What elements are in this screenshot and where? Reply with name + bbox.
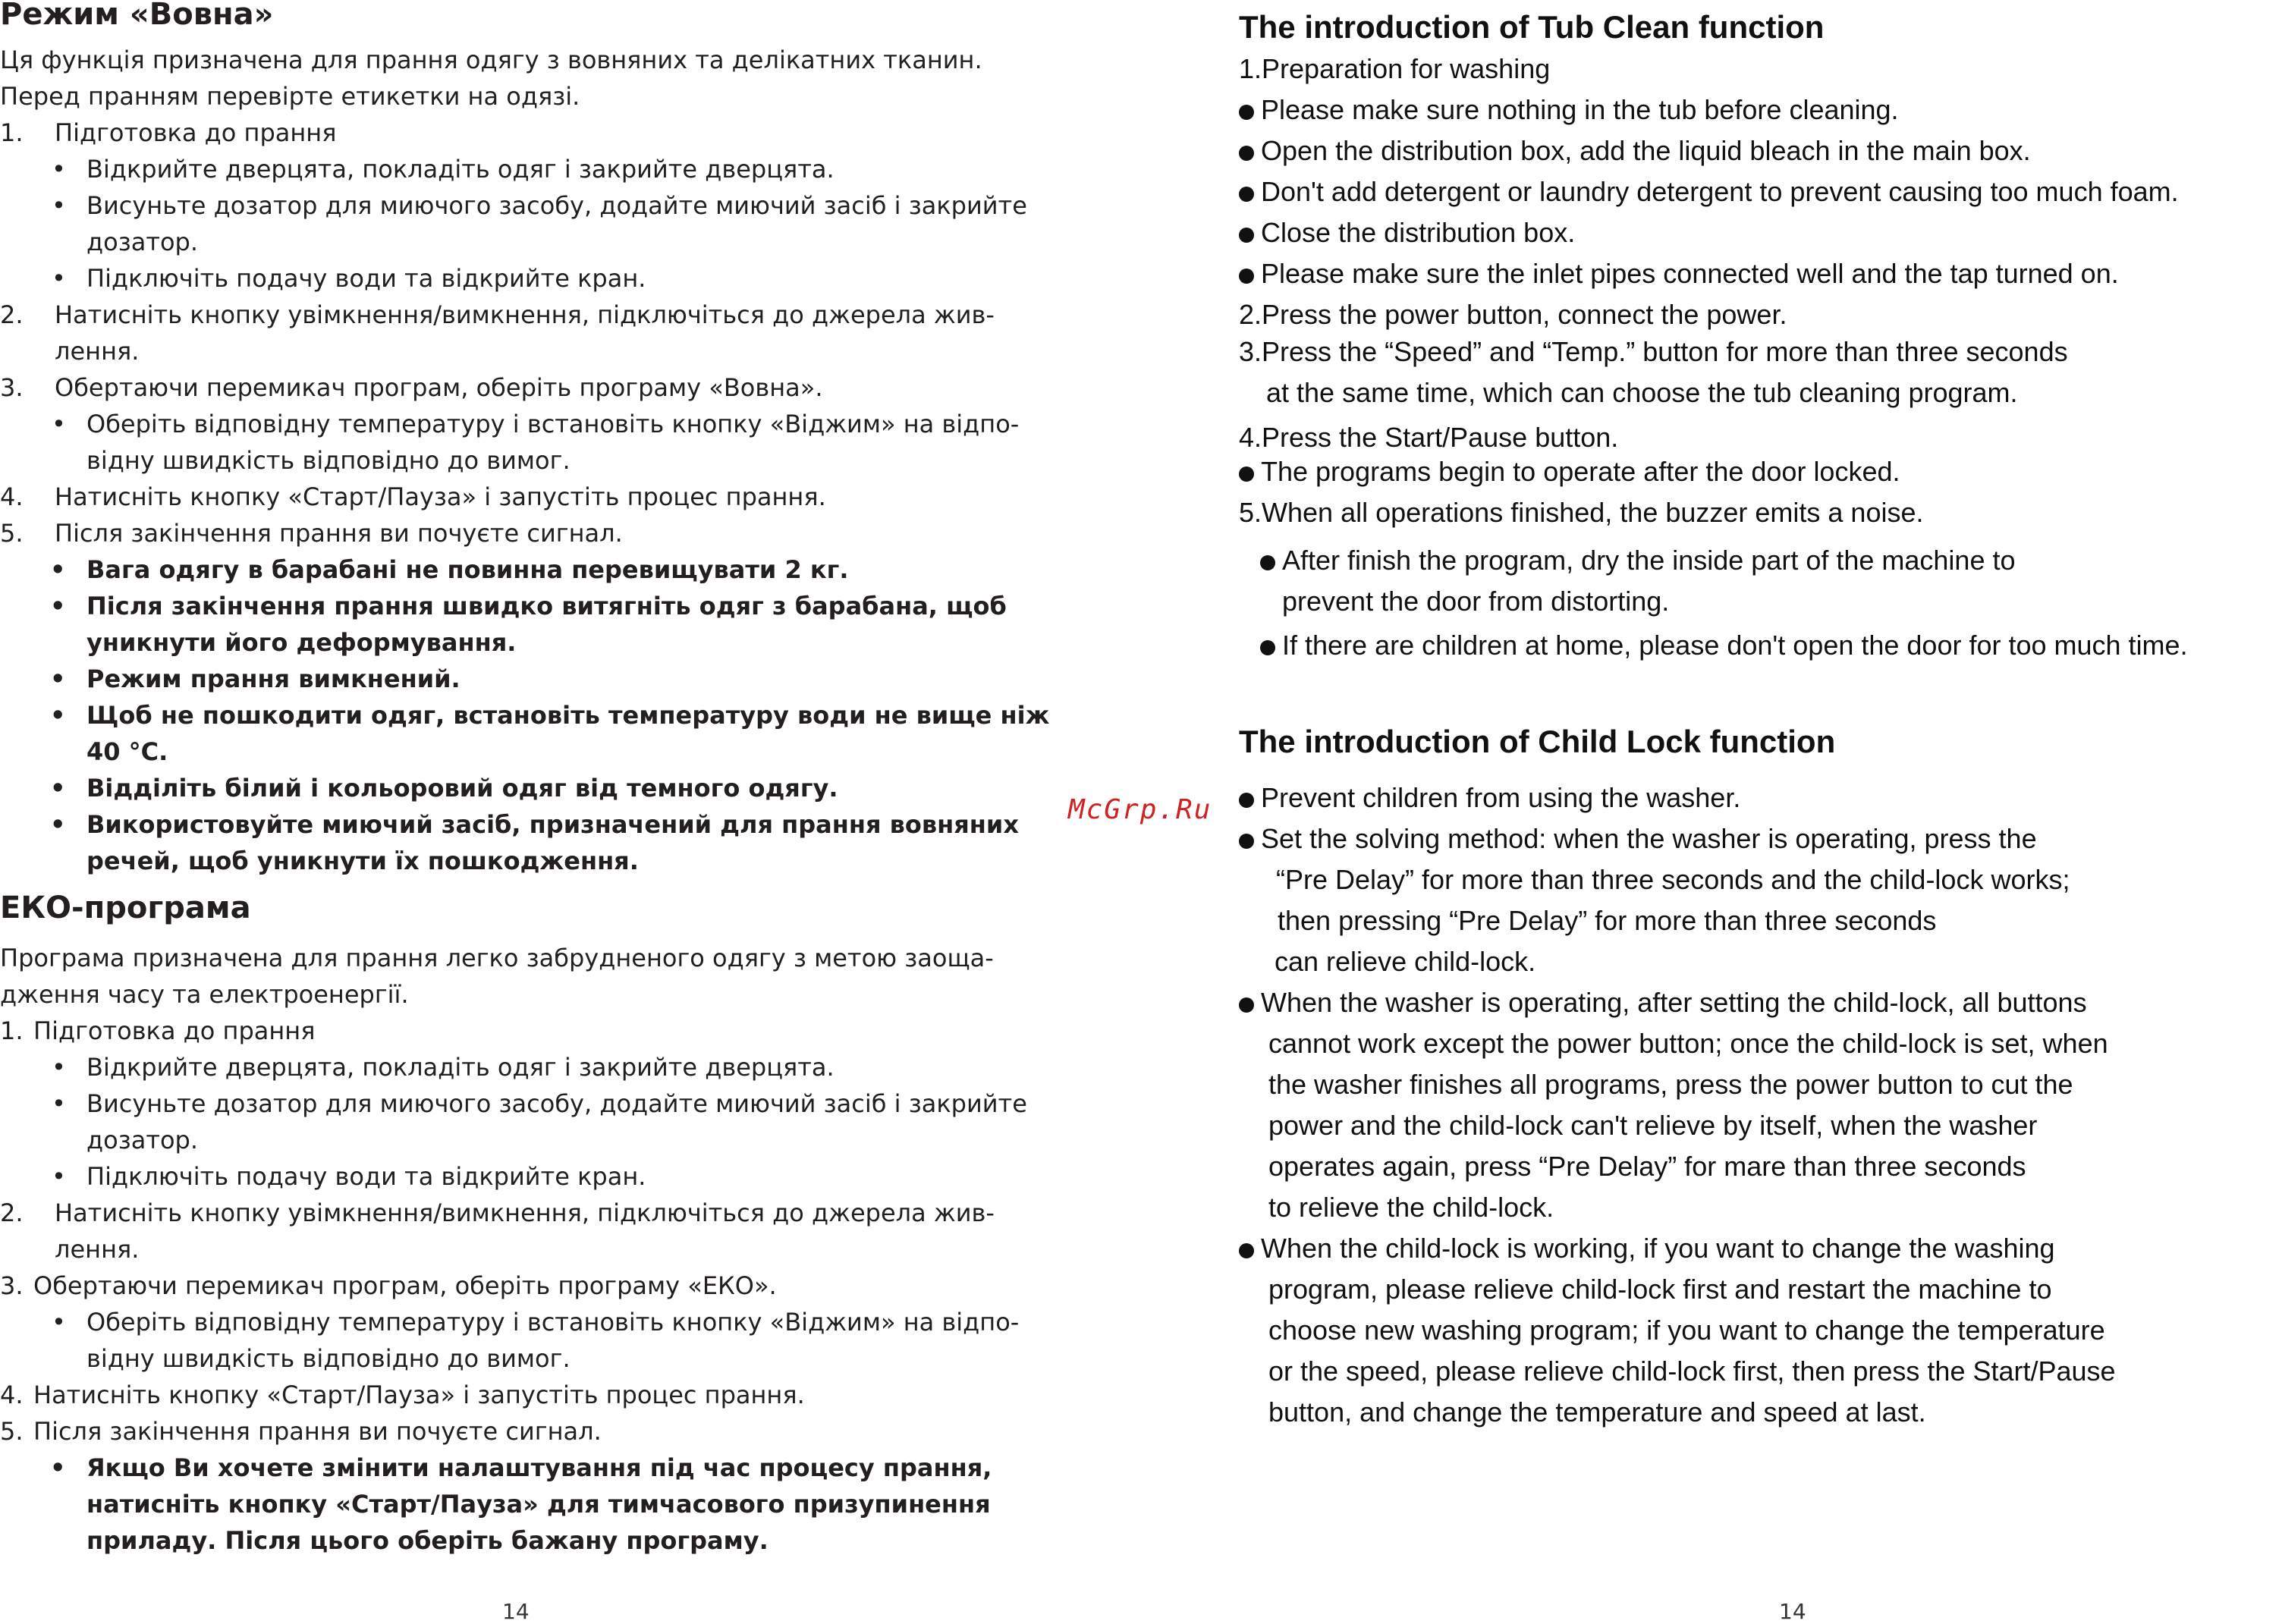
tub-bullet-text: Don't add detergent or laundry detergent to prevent causing too much foam. [1261,176,2179,207]
tub-bullet [1239,456,1900,488]
tub-bullet [1239,94,1899,126]
step-text: Обертаючи перемикач програм, оберіть програму «ЕКО». [33,1271,777,1300]
tub-step-cont: at the same time, which can choose the tub cleaning program. [1266,377,2018,408]
step-number: 5. [0,519,24,548]
bullet-dot-icon [1260,640,1275,655]
bullet: • [50,664,66,693]
child-text-cont: the washer finishes all programs, press the power button to cut the [1268,1069,2073,1100]
bullet-text: Оберіть відповідну температуру і встановіть кнопку «Віджим» на відпо- [86,410,1020,438]
step-text: Натисніть кнопку увімкнення/вимкнення, підключіться до джерела жив- [55,1198,995,1227]
tub-bullet-text: The programs begin to operate after the door locked. [1261,456,1900,487]
bullet: • [52,410,66,438]
step-number: 1. [0,118,24,147]
step-text: Натисніть кнопку «Старт/Пауза» і запустіть процес прання. [33,1381,805,1409]
step-text: Підготовка до прання [33,1016,316,1045]
bullet-dot-icon [1239,269,1254,284]
tub-step: 3.Press the “Speed” and “Temp.” button for more than three seconds [1239,336,2068,367]
note-text-cont: уникнути його деформування. [86,628,517,657]
tub-bullet [1239,217,1575,249]
child-bullet-text: Prevent children from using the washer. [1261,782,1741,813]
bullet-dot-icon [1239,105,1254,120]
step-text-cont: лення. [55,1235,140,1264]
note-text-cont: натисніть кнопку «Старт/Пауза» для тимчасового призупинення [86,1490,991,1519]
step-text: Після закінчення прання ви почуєте сигнал. [33,1417,602,1446]
step-text: Натисніть кнопку увімкнення/вимкнення, підключіться до джерела жив- [55,300,995,329]
bullet: • [50,810,66,839]
bullet: • [50,592,66,620]
bullet-text: Відкрийте дверцята, покладіть одяг і закрийте дверцята. [86,1053,835,1082]
bullet: • [50,774,66,803]
child-bullet [1239,823,2037,855]
child-text-cont: “Pre Delay” for more than three seconds and the child-lock works; [1276,864,2070,895]
step-number: 1. [0,1016,24,1045]
step-text: Після закінчення прання ви почуєте сигнал. [55,519,623,548]
child-text-cont: program, please relieve child-lock first and restart the machine to [1268,1274,2052,1305]
bullet-dot-icon [1239,793,1254,808]
note-text-cont: 40 °C. [86,737,168,766]
child-text-cont: button, and change the temperature and speed at last. [1268,1396,1926,1428]
note-text: Вага одягу в барабані не повинна перевищувати 2 кг. [86,555,849,584]
child-bullet [1239,987,2087,1019]
child-text-cont: can relieve child-lock. [1275,946,1536,977]
step-text-cont: лення. [55,337,140,366]
step-number: 5. [0,1417,24,1446]
bullet-dot-icon [1239,466,1254,482]
tub-step: 4.Press the Start/Pause button. [1239,422,1619,453]
tub-bullet-cont: prevent the door from distorting. [1282,586,1670,617]
bullet-text-cont: дозатор. [86,228,199,256]
child-bullet-text: When the child-lock is working, if you want to change the washing [1261,1233,2055,1264]
bullet-dot-icon [1239,228,1254,243]
bullet: • [52,1308,66,1337]
step-number: 3. [0,373,24,402]
bullet-dot-icon [1239,1243,1254,1258]
child-text-cont: choose new washing program; if you want to change the temperature [1268,1315,2105,1346]
note-text: Щоб не пошкодити одяг, встановіть температуру води не вище ніж [86,701,1050,730]
bullet-text: Підключіть подачу води та відкрийте кран. [86,264,646,293]
child-text-cont: operates again, press “Pre Delay” for mare than three seconds [1268,1151,2026,1182]
bullet-text: Висуньте дозатор для миючого засобу, додайте миючий засіб і закрийте [86,1089,1027,1118]
tub-bullet-text: If there are children at home, please don't open the door for too much time. [1282,630,2188,661]
tub-bullet [1239,135,2031,167]
child-bullet-text: Set the solving method: when the washer is operating, press the [1261,823,2037,854]
step-text: Обертаючи перемикач програм, оберіть програму «Вовна». [55,373,823,402]
note-text-cont: речей, щоб уникнути їх пошкодження. [86,847,639,875]
bullet-dot-icon [1260,555,1275,570]
tub-step: 2.Press the power button, connect the power. [1239,299,1787,330]
eco-title: ЕКО-програма [0,891,251,925]
tub-bullet-text: Open the distribution box, add the liquid bleach in the main box. [1261,135,2031,166]
bullet: • [50,555,66,584]
bullet-dot-icon [1239,834,1254,849]
page-number-left: 14 [502,1599,530,1624]
page-number-right: 14 [1779,1599,1806,1624]
bullet-text: Відкрийте дверцята, покладіть одяг і закрийте дверцята. [86,155,835,184]
tub-bullet-text: Please make sure the inlet pipes connected well and the tap turned on. [1261,258,2119,289]
note-text: Використовуйте миючий засіб, призначений для прання вовняних [86,810,1019,839]
tub-step: 1.Preparation for washing [1239,53,1551,84]
step-number: 4. [0,482,24,511]
note-text: Якщо Ви хочете змінити налаштування під час процесу прання, [86,1453,992,1482]
bullet-dot-icon [1239,997,1254,1013]
watermark: McGrp.Ru [1068,794,1212,825]
step-text: Підготовка до прання [55,118,337,147]
tub-bullet [1239,176,2179,208]
note-text: Після закінчення прання швидко витягніть одяг з барабана, щоб [86,592,1007,620]
tub-bullet [1239,258,2119,290]
step-text: Натисніть кнопку «Старт/Пауза» і запустіть процес прання. [55,482,826,511]
bullet-text-cont: дозатор. [86,1126,199,1154]
bullet: • [52,1053,66,1082]
bullet-text: Висуньте дозатор для миючого засобу, додайте миючий засіб і закрийте [86,191,1027,220]
tub-step: 5.When all operations finished, the buzzer emits a noise. [1239,497,1924,528]
child-lock-title: The introduction of Child Lock function [1239,724,1836,759]
bullet: • [50,1453,66,1482]
child-bullet-text: When the washer is operating, after setting the child-lock, all buttons [1261,987,2087,1018]
bullet: • [52,155,66,184]
child-text-cont: to relieve the child-lock. [1268,1192,1554,1223]
bullet: • [52,191,66,220]
tub-bullet [1260,630,2188,661]
bullet-text: Підключіть подачу води та відкрийте кран. [86,1162,646,1191]
wool-title: Режим «Вовна» [0,0,274,32]
eco-intro-line: дження часу та електроенергії. [0,980,409,1009]
wool-intro-line: Перед пранням перевірте етикетки на одязі. [0,82,580,111]
bullet-text-cont: відну швидкість відповідно до вимог. [86,446,570,475]
step-number: 3. [0,1271,24,1300]
step-number: 2. [0,300,24,329]
bullet-dot-icon [1239,146,1254,161]
tub-bullet-text: Close the distribution box. [1261,217,1576,248]
bullet: • [52,1089,66,1118]
child-bullet [1239,782,1740,814]
bullet: • [52,1162,66,1191]
child-text-cont: or the speed, please relieve child-lock first, then press the Start/Pause [1268,1355,2116,1387]
note-text: Відділіть білий і кольоровий одяг від темного одягу. [86,774,838,803]
wool-intro-line: Ця функція призначена для прання одягу з вовняних та делікатних тканин. [0,46,982,74]
step-number: 2. [0,1198,24,1227]
tub-bullet-text: Please make sure nothing in the tub before cleaning. [1261,94,1899,125]
child-text-cont: then pressing “Pre Delay” for more than three seconds [1278,905,1937,936]
tub-clean-title: The introduction of Tub Clean function [1239,9,1825,45]
bullet-text: Оберіть відповідну температуру і встановіть кнопку «Віджим» на відпо- [86,1308,1020,1337]
tub-bullet-text: After finish the program, dry the inside part of the machine to [1282,545,2016,576]
eco-intro-line: Програма призначена для прання легко забрудненого одягу з метою заоща- [0,944,994,972]
step-number: 4. [0,1381,24,1409]
child-text-cont: power and the child-lock can't relieve by itself, when the washer [1268,1110,2038,1141]
child-text-cont: cannot work except the power button; once the child-lock is set, when [1268,1028,2108,1059]
bullet: • [52,264,66,293]
child-bullet [1239,1233,2055,1264]
bullet-text-cont: відну швидкість відповідно до вимог. [86,1344,570,1373]
tub-bullet [1260,545,2016,576]
bullet: • [50,701,66,730]
bullet-dot-icon [1239,187,1254,202]
note-text-cont: приладу. Після цього оберіть бажану програму. [86,1526,769,1555]
note-text: Режим прання вимкнений. [86,664,460,693]
